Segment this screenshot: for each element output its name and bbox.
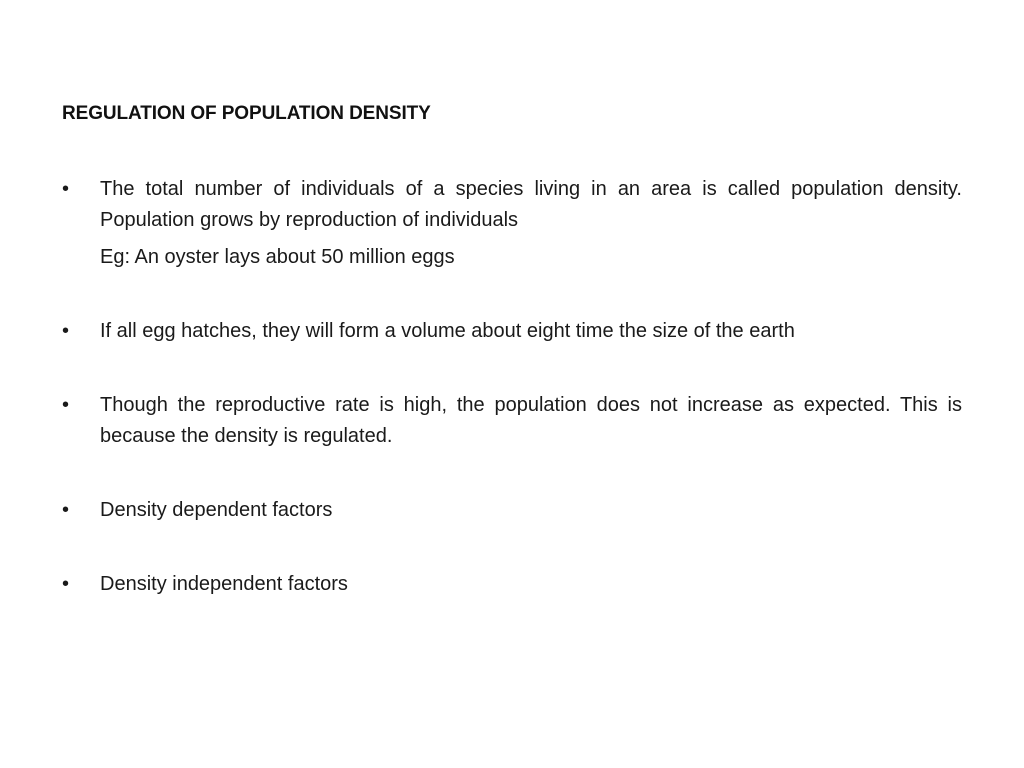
bullet-item-population-density xyxy=(62,174,962,273)
bullet-text: If all egg hatches, they will form a volume about eight time the size of the earth xyxy=(100,320,795,342)
bullet-icon: • xyxy=(62,320,70,342)
bullet-text: Though the reproductive rate is high, the population does not increase as expected. This is because the density is regulated. xyxy=(100,394,962,447)
bullet-text: Density dependent factors xyxy=(100,499,333,521)
bullet-icon: • xyxy=(62,394,70,416)
bullet-list xyxy=(62,174,962,600)
bullet-item-egg-volume xyxy=(62,316,962,347)
slide-title: REGULATION OF POPULATION DENSITY xyxy=(62,103,431,124)
bullet-item-density-dependent xyxy=(62,495,962,526)
bullet-icon: • xyxy=(62,499,70,521)
bullet-item-density-regulated xyxy=(62,390,962,452)
bullet-icon: • xyxy=(62,573,70,595)
bullet-text: Density independent factors xyxy=(100,573,348,595)
bullet-example-text: Eg: An oyster lays about 50 million eggs xyxy=(100,246,455,268)
bullet-text: The total number of individuals of a species living in an area is called population density. Population grows by reproduction of individuals xyxy=(100,178,962,231)
bullet-item-density-independent xyxy=(62,569,962,600)
bullet-icon: • xyxy=(62,178,70,200)
